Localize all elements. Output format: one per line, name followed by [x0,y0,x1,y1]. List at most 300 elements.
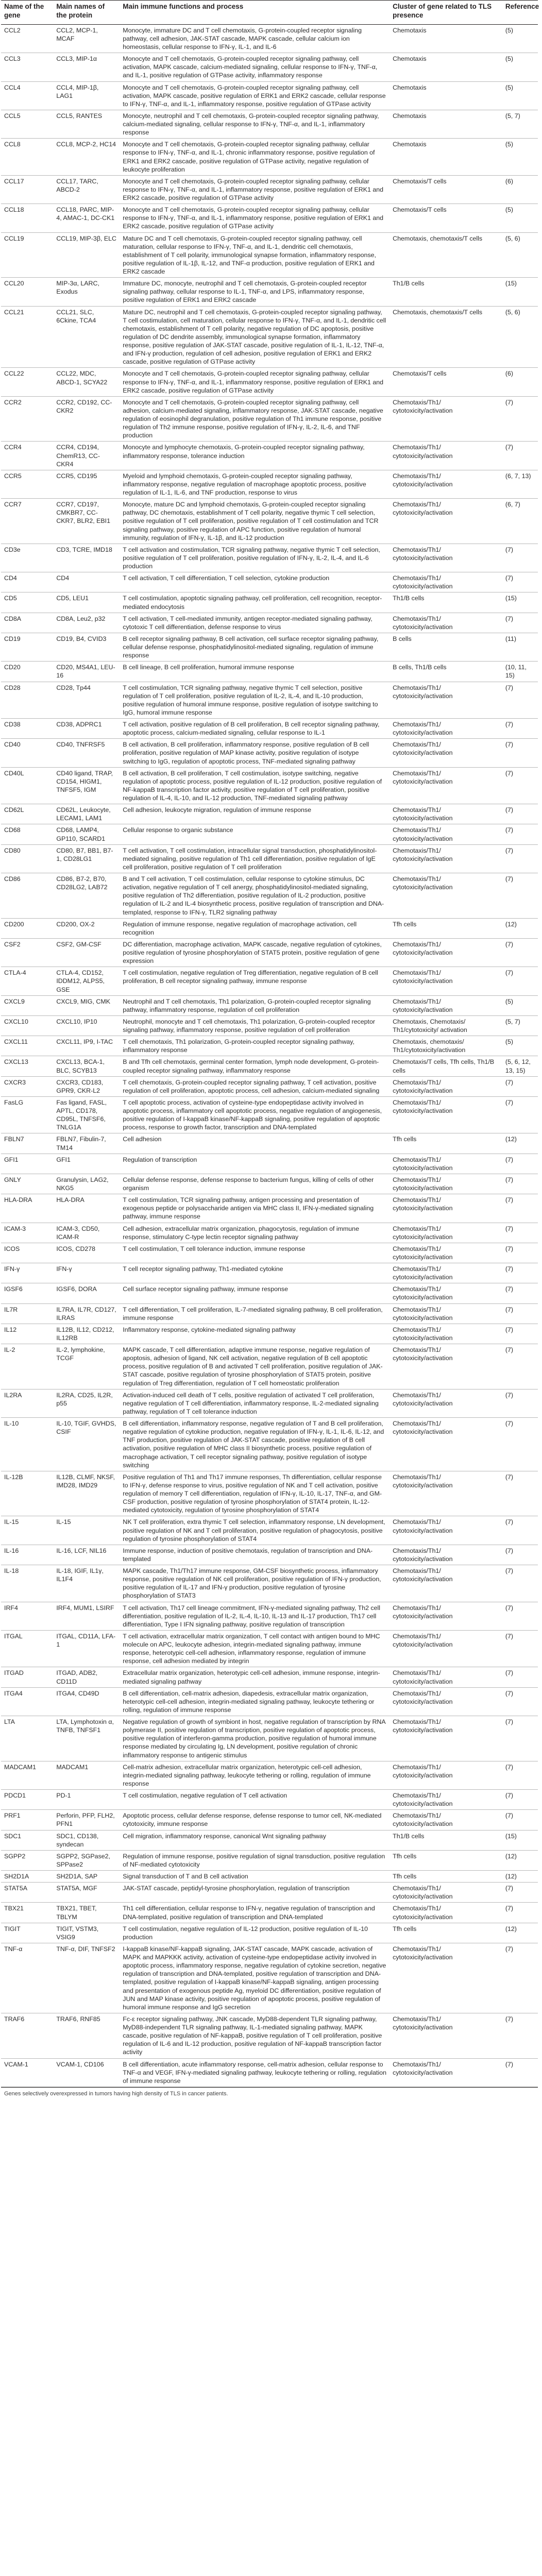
cell-reference: (7) [502,873,538,919]
table-row [1,824,538,844]
table-row [1,442,538,470]
cell-tls-cluster: Chemotaxis/Th1/ cytotoxicity/activation [389,1303,502,1324]
cell-gene-name: CCL17 [1,175,53,204]
table-row [1,938,538,967]
cell-gene-name: HLA-DRA [1,1194,53,1223]
cell-reference: (7) [502,1324,538,1344]
cell-protein-names: Perforin, PFP, FLH2, PFN1 [53,1810,120,1830]
cell-tls-cluster: Chemotaxis/Th1/ cytotoxicity/activation [389,1194,502,1223]
cell-tls-cluster: Th1/B cells [389,592,502,613]
cell-immune-functions: DC differentiation, macrophage activation, MAPK cascade, negative regulation of cytokines, positive regulation of tyrosine phosphorylation of STAT5 protein, positive regulation of gene expression [120,938,389,967]
cell-protein-names: CCR5, CD195 [53,470,120,498]
table-body [1,24,538,2087]
cell-tls-cluster: Chemotaxis/Th1/ cytotoxicity/activation [389,873,502,919]
cell-gene-name: CD38 [1,719,53,739]
cell-protein-names: STAT5A, MGF [53,1883,120,1903]
cell-reference: (7) [502,767,538,804]
cell-protein-names: CD3, TCRE, IMD18 [53,544,120,572]
cell-protein-names: CD40 ligand, TRAP, CD154, HIGM1, TNFSF5, IGM [53,767,120,804]
cell-reference: (7) [502,824,538,844]
cell-reference: (7) [502,1630,538,1667]
cell-gene-name: TRAF6 [1,2013,53,2058]
table-row [1,1174,538,1194]
cell-reference: (7) [502,1076,538,1096]
table-row [1,204,538,232]
cell-protein-names: CCL5, RANTES [53,110,120,138]
cell-protein-names: CCL3, MIP-1α [53,53,120,81]
cell-gene-name: STAT5A [1,1883,53,1903]
cell-tls-cluster: Tfh cells [389,1133,502,1154]
cell-immune-functions: MAPK cascade, Th1/Th17 immune response, GM-CSF biosynthetic process, inflammatory response, positive regulation of NK cell proliferation, positive regulation of IFN-γ production, positive regulation of IL-17 and IFN-γ production, positive regulation of tyrosine phosphorylation of STAT3 [120,1565,389,1602]
cell-protein-names: IGSF6, DORA [53,1283,120,1303]
cell-reference: (7) [502,396,538,442]
cell-gene-name: IFN-γ [1,1263,53,1283]
table-row [1,175,538,204]
cell-gene-name: CD3e [1,544,53,572]
cell-reference: (7) [502,1303,538,1324]
cell-gene-name: ICAM-3 [1,1223,53,1243]
table-row [1,1761,538,1789]
cell-protein-names: ICOS, CD278 [53,1243,120,1263]
cell-gene-name: IL2RA [1,1389,53,1417]
cell-gene-name: CXCL10 [1,1015,53,1036]
cell-gene-name: ITGA4 [1,1687,53,1716]
cell-reference: (6, 7) [502,499,538,544]
cell-reference: (7) [502,1903,538,1923]
cell-tls-cluster: Chemotaxis/Th1/ cytotoxicity/activation [389,844,502,873]
cell-protein-names: CCR2, CD192, CC-CKR2 [53,396,120,442]
cell-reference: (7) [502,572,538,592]
cell-tls-cluster: Chemotaxis/Th1/ cytotoxicity/activation [389,1283,502,1303]
cell-immune-functions: T cell activation, T cell costimulation, intracellular signal transduction, phosphatidylinositol-mediated signaling, positive regulation of Th1 cell differentiation, positive regulation of IgE cell proliferation, positive regulation of T cell proliferation [120,844,389,873]
cell-tls-cluster: Tfh cells [389,1871,502,1883]
cell-immune-functions: Inflammatory response, cytokine-mediated signaling pathway [120,1324,389,1344]
cell-immune-functions: Mature DC and T cell chemotaxis, G-protein-coupled receptor signaling pathway, cell maturation, cellular response to IFN-γ, TNF-α, and IL-1, dendritic cell chemotaxis, establishment of T cell polarity, immunological synapse formation, inflammatory response, positive regulation of IL-1β, IL-12, and TNF-α production, positive regulation of ERK1 and ERK2 cascade [120,232,389,278]
cell-reference: (12) [502,1871,538,1883]
cell-reference: (7) [502,1418,538,1471]
cell-protein-names: IL-18, IGIF, IL1γ, IL1F4 [53,1565,120,1602]
cell-tls-cluster: Tfh cells [389,1923,502,1943]
cell-tls-cluster: Chemotaxis/Th1/ cytotoxicity/activation [389,739,502,767]
cell-tls-cluster: Chemotaxis/Th1/ cytotoxicity/activation [389,1883,502,1903]
cell-tls-cluster: Chemotaxis/Th1/ cytotoxicity/activation [389,1324,502,1344]
cell-tls-cluster: Tfh cells [389,918,502,938]
cell-gene-name: IL-10 [1,1418,53,1471]
table-row [1,592,538,613]
cell-immune-functions: T cell costimulation, TCR signaling pathway, negative thymic T cell selection, positive regulation of T cell proliferation, positive regulation of IL-2, IL-4, and IL-10 production, positive regulation of humoral immune response, positive regulation of isotype switching to IgG, humoral immune response [120,682,389,719]
cell-reference: (7) [502,442,538,470]
cell-gene-name: CXCL9 [1,995,53,1015]
cell-gene-name: CXCR3 [1,1076,53,1096]
cell-gene-name: TNF-α [1,1943,53,2013]
cell-gene-name: IRF4 [1,1602,53,1630]
table-footnote: Genes selectively overexpressed in tumors having high density of TLS in cancer patients. [1,2087,538,2100]
cell-gene-name: MADCAM1 [1,1761,53,1789]
header-protein-names: Main names of the protein [53,1,120,25]
cell-immune-functions: Negative regulation of growth of symbiont in host, negative regulation of transcription by RNA polymerase II, positive regulation of transcription, positive regulation of apoptotic process, positive regulation of interferon-gamma production, positive regulation of humoral immune response mediated by circulating Ig, LN development, positive regulation of chronic inflammatory response to antigenic stimulus [120,1716,389,1761]
table-row [1,53,538,81]
cell-gene-name: PRF1 [1,1810,53,1830]
cell-reference: (7) [502,1471,538,1516]
table-row [1,719,538,739]
table-row [1,1790,538,1810]
cell-gene-name: CCL3 [1,53,53,81]
cell-reference: (5, 6, 12, 13, 15) [502,1056,538,1076]
cell-reference: (7) [502,1174,538,1194]
cell-protein-names: IFN-γ [53,1263,120,1283]
cell-tls-cluster: Chemotaxis/Th1/ cytotoxicity/activation [389,1687,502,1716]
cell-reference: (5, 6) [502,306,538,368]
table-row [1,1154,538,1174]
cell-immune-functions: T cell differentiation, T cell proliferation, IL-7-mediated signaling pathway, B cell proliferation, immune response [120,1303,389,1324]
gene-table [1,0,538,2087]
cell-tls-cluster: Chemotaxis, chemotaxis/T cells [389,306,502,368]
cell-gene-name: VCAM-1 [1,2058,53,2087]
cell-protein-names: CD28, Tp44 [53,682,120,719]
table-row [1,1871,538,1883]
cell-tls-cluster: Chemotaxis [389,53,502,81]
table-row [1,24,538,53]
cell-tls-cluster: Chemotaxis/Th1/ cytotoxicity/activation [389,1761,502,1789]
cell-protein-names: CD86, B7-2, B70, CD28LG2, LAB72 [53,873,120,919]
cell-protein-names: CXCL9, MIG, CMK [53,995,120,1015]
cell-immune-functions: Mature DC, neutrophil and T cell chemotaxis, G-protein-coupled receptor signaling pathway, T cell costimulation, cell maturation, cellular response to IFN-γ, TNF-α, and IL-1, dendritic cell chemotaxis, establishment of T cell polarity, negative regulation of DC apoptosis, positive regulation of DC dendrite assembly, immunological synapse formation, inflammatory response, positive regulation of JAK-STAT cascade, positive regulation of IL-1, IL-12, TNF-α, and IFN-γ production, regulation of cell adhesion, positive regulation of ERK1 and ERK2 cascade, positive regulation of GTPase activity [120,306,389,368]
table-row [1,1223,538,1243]
table-row [1,1830,538,1850]
cell-protein-names: CCL4, MIP-1β, LAG1 [53,81,120,110]
cell-reference: (5) [502,81,538,110]
cell-tls-cluster: Chemotaxis/Th1/ cytotoxicity/activation [389,1243,502,1263]
cell-protein-names: CCL2, MCP-1, MCAF [53,24,120,53]
cell-tls-cluster: Chemotaxis/Th1/ cytotoxicity/activation [389,1223,502,1243]
cell-gene-name: LTA [1,1716,53,1761]
cell-tls-cluster: Chemotaxis/Th1/ cytotoxicity/activation [389,1565,502,1602]
cell-immune-functions: T cell costimulation, apoptotic signaling pathway, cell proliferation, cell recognition, receptor-mediated endocytosis [120,592,389,613]
cell-tls-cluster: Chemotaxis/Th1/ cytotoxicity/activation [389,1667,502,1687]
cell-protein-names: TRAF6, RNF85 [53,2013,120,2058]
cell-protein-names: IL-2, lymphokine, TCGF [53,1344,120,1389]
cell-tls-cluster: Chemotaxis/Th1/ cytotoxicity/activation [389,470,502,498]
cell-tls-cluster: Chemotaxis/Th1/ cytotoxicity/activation [389,1516,502,1545]
cell-protein-names: CD5, LEU1 [53,592,120,613]
cell-reference: (7) [502,1667,538,1687]
cell-protein-names: ICAM-3, CD50, ICAM-R [53,1223,120,1243]
cell-protein-names: IL7RA, IL7R, CD127, ILRAS [53,1303,120,1324]
cell-tls-cluster: Chemotaxis/Th1/ cytotoxicity/activation [389,938,502,967]
table-row [1,306,538,368]
cell-immune-functions: T cell activation, T cell differentiation, T cell selection, cytokine production [120,572,389,592]
table-row [1,278,538,306]
table-row [1,1565,538,1602]
cell-immune-functions: T cell chemotaxis, G-protein-coupled receptor signaling pathway, T cell activation, positive regulation of cell proliferation, apoptotic process, cell adhesion, calcium-mediated signaling [120,1076,389,1096]
cell-immune-functions: B and T cell activation, T cell costimulation, cellular response to cytokine stimulus, DC activation, negative regulation of T cell anergy, phosphatidylinositol-mediated signaling, positive regulation of Th2 differentiation, positive regulation of IL-2 production, positive regulation of IL-2 and IL-4 biosynthetic process, positive regulation of transcription and DNA-templated, response to IFN-γ, TLR2 signaling pathway [120,873,389,919]
cell-tls-cluster: Chemotaxis, chemotaxis/ Th1/cytotoxicity/activation [389,1036,502,1056]
cell-gene-name: CSF2 [1,938,53,967]
cell-reference: (7) [502,1194,538,1223]
cell-immune-functions: Cell adhesion, extracellular matrix organization, phagocytosis, regulation of immune response, stimulatory C-type lectin receptor signaling pathway [120,1223,389,1243]
table-row [1,1036,538,1056]
cell-protein-names: Fas ligand, FASL, APTL, CD178, CD95L, TNFSF6, TNLG1A [53,1096,120,1133]
cell-gene-name: CD5 [1,592,53,613]
cell-reference: (7) [502,1389,538,1417]
cell-tls-cluster: Chemotaxis/Th1/ cytotoxicity/activation [389,1790,502,1810]
cell-immune-functions: T cell costimulation, negative regulation of Treg differentiation, negative regulation of B cell proliferation, B cell receptor signaling pathway, immune response [120,967,389,995]
cell-immune-functions: T cell costimulation, TCR signaling pathway, antigen processing and presentation of exogenous peptide or polysaccharide antigen via MHC class II, IFN-γ-mediated signaling pathway, immune response [120,1194,389,1223]
cell-reference: (10, 11, 15) [502,662,538,682]
cell-tls-cluster: Chemotaxis [389,139,502,176]
cell-protein-names: CD20, MS4A1, LEU-16 [53,662,120,682]
table-row [1,1096,538,1133]
cell-protein-names: CD200, OX-2 [53,918,120,938]
table-row [1,1810,538,1830]
cell-gene-name: SH2D1A [1,1871,53,1883]
cell-immune-functions: Monocyte and T cell chemotaxis, G-protein-coupled receptor signaling pathway, cellular response to IFN-γ, TNF-α, and IL-1, inflammatory response, positive regulation of ERK1 and ERK2 cascade, positive regulation of GTPase activity [120,175,389,204]
cell-reference: (12) [502,1133,538,1154]
cell-reference: (7) [502,1943,538,2013]
table-row [1,1194,538,1223]
cell-gene-name: CCL8 [1,139,53,176]
cell-reference: (5) [502,204,538,232]
cell-immune-functions: Regulation of transcription [120,1154,389,1174]
table-row [1,572,538,592]
table-row [1,1667,538,1687]
cell-reference: (5) [502,1036,538,1056]
cell-protein-names: GFI1 [53,1154,120,1174]
cell-reference: (15) [502,592,538,613]
table-row [1,995,538,1015]
cell-tls-cluster: Chemotaxis/Th1/ cytotoxicity/activation [389,1174,502,1194]
cell-gene-name: CD80 [1,844,53,873]
cell-reference: (7) [502,844,538,873]
cell-gene-name: SGPP2 [1,1850,53,1870]
cell-gene-name: CCL5 [1,110,53,138]
cell-immune-functions: Cell adhesion, leukocyte migration, regulation of immune response [120,804,389,824]
table-row [1,1471,538,1516]
cell-tls-cluster: Chemotaxis [389,24,502,53]
table-row [1,396,538,442]
cell-immune-functions: Fc-ε receptor signaling pathway, JNK cascade, MyD88-dependent TLR signaling pathway, MyD88-independent TLR signaling pathway, IL-1-mediated signaling pathway, MAPK cascade, positive regulation of NF-kappaB, positive regulation of T cell proliferation, positive regulation of IL-6 and IL-12 production, positive regulation of NF-kappaB transcription factor activity [120,2013,389,2058]
table-row [1,967,538,995]
cell-protein-names: CCL17, TARC, ABCD-2 [53,175,120,204]
cell-immune-functions: Regulation of immune response, positive regulation of signal transduction, positive regulation of NF-mediated cytotoxicity [120,1850,389,1870]
cell-immune-functions: T cell costimulation, negative regulation of IL-12 production, positive regulation of IL-10 production [120,1923,389,1943]
cell-immune-functions: Myeloid and lymphoid chemotaxis, G-protein-coupled receptor signaling pathway, inflammatory response, negative regulation of macrophage apoptotic process, positive regulation of IL-1, IL-6, and TNF production, response to virus [120,470,389,498]
cell-reference: (7) [502,1716,538,1761]
cell-reference: (15) [502,278,538,306]
cell-protein-names: CD62L, Leukocyte, LECAM1, LAM1 [53,804,120,824]
cell-protein-names: SGPP2, SGPase2, SPPase2 [53,1850,120,1870]
cell-reference: (7) [502,804,538,824]
table-row [1,1056,538,1076]
cell-immune-functions: Monocyte and T cell chemotaxis, G-protein-coupled receptor signaling pathway, cellular response to IFN-γ, TNF-α, and IL-1, inflammatory response, positive regulation of ERK1 and ERK2 cascade, positive regulation of GTPase activity [120,204,389,232]
table-row [1,470,538,498]
header-gene-name: Name of the gene [1,1,53,25]
cell-immune-functions: T cell costimulation, T cell tolerance induction, immune response [120,1243,389,1263]
table-row [1,1923,538,1943]
cell-gene-name: CTLA-4 [1,967,53,995]
cell-reference: (12) [502,918,538,938]
cell-tls-cluster: Chemotaxis/Th1/ cytotoxicity/activation [389,499,502,544]
cell-immune-functions: B cell differentiation, cell-matrix adhesion, diapedesis, extracellular matrix organization, heterotypic cell-cell adhesion, integrin-mediated signaling pathway, leukocyte tethering or rolling, regulation of immune response [120,1687,389,1716]
cell-reference: (7) [502,613,538,633]
cell-tls-cluster: Chemotaxis/T cells [389,175,502,204]
cell-gene-name: CD4 [1,572,53,592]
cell-tls-cluster: Tfh cells [389,1850,502,1870]
cell-immune-functions: Positive regulation of Th1 and Th17 immune responses, Th differentiation, cellular response to IFN-γ, defense response to virus, positive regulation of NK and T cell activation, positive regulation of memory T cell differentiation, regulation of IFN-γ, IL-10, IL-17, TNF-α, and GM-CSF production, positive regulation of tyrosine phosphorylation of STAT4 protein, IL-12-mediated cytotoxicity, regulation of tyrosine phosphorylation of STAT4 [120,1471,389,1516]
cell-tls-cluster: Chemotaxis/Th1/ cytotoxicity/activation [389,1903,502,1923]
cell-tls-cluster: Chemotaxis/Th1/ cytotoxicity/activation [389,396,502,442]
header-reference: Reference [502,1,538,25]
cell-tls-cluster: Chemotaxis/Th1/ cytotoxicity/activation [389,1418,502,1471]
cell-reference: (7) [502,2013,538,2058]
table-row [1,1283,538,1303]
cell-tls-cluster: Chemotaxis/Th1/ cytotoxicity/activation [389,1096,502,1133]
cell-reference: (7) [502,1810,538,1830]
table-row [1,918,538,938]
cell-protein-names: CCL19, MIP-3β, ELC [53,232,120,278]
table-row [1,613,538,633]
cell-tls-cluster: Chemotaxis/T cells [389,368,502,396]
cell-protein-names: CTLA-4, CD152, IDDM12, ALPS5, GSE [53,967,120,995]
table-row [1,1545,538,1565]
cell-reference: (7) [502,739,538,767]
cell-protein-names: CD38, ADPRC1 [53,719,120,739]
cell-tls-cluster: Chemotaxis/Th1/ cytotoxicity/activation [389,572,502,592]
cell-protein-names: SDC1, CD138, syndecan [53,1830,120,1850]
cell-tls-cluster: Chemotaxis/Th1/ cytotoxicity/activation [389,442,502,470]
table-row [1,1263,538,1283]
cell-immune-functions: T cell receptor signaling pathway, Th1-mediated cytokine [120,1263,389,1283]
cell-immune-functions: Monocyte and lymphocyte chemotaxis, G-protein-coupled receptor signaling pathway, inflammatory response, tolerance induction [120,442,389,470]
cell-immune-functions: B cell differentiation, acute inflammatory response, cell-matrix adhesion, cellular response to TNF-α and VEGF, IFN-γ-mediated signaling pathway, leukocyte tethering or rolling, regulation of immune response [120,2058,389,2087]
table-row [1,139,538,176]
cell-protein-names: CXCR3, CD183, GPR9, CKR-L2 [53,1076,120,1096]
cell-immune-functions: Extracellular matrix organization, heterotypic cell-cell adhesion, immune response, integrin-mediated signaling pathway [120,1667,389,1687]
cell-reference: (7) [502,1344,538,1389]
cell-protein-names: CXCL10, IP10 [53,1015,120,1036]
cell-immune-functions: Monocyte and T cell chemotaxis, G-protein-coupled receptor signaling pathway, cellular response to IFN-γ, TNF-α, and IL-1, chronic inflammatory response, positive regulation of ERK1 and ERK2 cascade, positive regulation of GTPase activity, negative regulation of leukocyte proliferation [120,139,389,176]
cell-protein-names: CCR4, CD194, ChemR13, CC-CKR4 [53,442,120,470]
cell-immune-functions: Monocyte and T cell chemotaxis, G-protein-coupled receptor signaling pathway, cell activation, MAPK cascade, calcium-mediated signaling, cellular response to IFN-γ, TNF-α, and IL-1, positive regulation of GTPase activity, inflammatory response [120,53,389,81]
cell-gene-name: IL-15 [1,1516,53,1545]
cell-reference: (6, 7, 13) [502,470,538,498]
cell-reference: (15) [502,1830,538,1850]
cell-protein-names: HLA-DRA [53,1194,120,1223]
cell-immune-functions: MAPK cascade, T cell differentiation, adaptive immune response, negative regulation of apoptosis, adhesion of ligand, NK cell activation, negative regulation of B cell apoptotic process, positive regulation of B and activated T cell proliferation, positive regulation of JAK-STAT cascade, positive regulation of tyrosine phosphorylation of STAT5 protein, positive regulation of Treg differentiation, regulation of T cell homeostatic proliferation [120,1344,389,1389]
cell-protein-names: CD19, B4, CVID3 [53,633,120,661]
table-row [1,1716,538,1761]
cell-gene-name: CCL19 [1,232,53,278]
cell-immune-functions: B cell activation, B cell proliferation, T cell costimulation, isotype switching, negative regulation of apoptotic process, positive regulation of IL-12 production, positive regulation of NF-kappaB transcription factor activity, positive regulation of T cell proliferation, positive regulation of IL-4, IL-10, and IL-12 production, TNF-mediated signaling pathway [120,767,389,804]
cell-gene-name: SDC1 [1,1830,53,1850]
cell-protein-names: CCL18, PARC, MIP-4, AMAC-1, DC-CK1 [53,204,120,232]
table-row [1,1903,538,1923]
cell-tls-cluster: Chemotaxis/Th1/ cytotoxicity/activation [389,682,502,719]
cell-immune-functions: T cell activation, extracellular matrix organization, T cell contact with antigen bound to MHC molecule on APC, leukocyte adhesion, integrin-mediated signaling pathway, immune response, heterotypic cell-cell adhesion, inflammatory response, regulation of immune response, cell adhesion mediated by integrin [120,1630,389,1667]
cell-tls-cluster: Chemotaxis/Th1/ cytotoxicity/activation [389,967,502,995]
cell-reference: (7) [502,1687,538,1716]
cell-reference: (7) [502,938,538,967]
cell-gene-name: ITGAD [1,1667,53,1687]
cell-tls-cluster: Chemotaxis/Th1/ cytotoxicity/activation [389,1263,502,1283]
cell-tls-cluster: Chemotaxis/Th1/ cytotoxicity/activation [389,1943,502,2013]
table-row [1,1418,538,1471]
cell-immune-functions: Cell migration, inflammatory response, canonical Wnt signaling pathway [120,1830,389,1850]
header-immune-functions: Main immune functions and process [120,1,389,25]
cell-immune-functions: B cell lineage, B cell proliferation, humoral immune response [120,662,389,682]
cell-immune-functions: B cell activation, B cell proliferation, inflammatory response, positive regulation of B cell proliferation, positive regulation of MAP kinase activity, positive regulation of isotype switching to IgG, regulation of apoptotic process, TNF-mediated signaling pathway [120,739,389,767]
cell-immune-functions: T cell activation and costimulation, TCR signaling pathway, negative thymic T cell selection, positive regulation of T cell proliferation, positive regulation of IFN-γ, IL-2, IL-4, and IL-6 production [120,544,389,572]
cell-gene-name: IL-16 [1,1545,53,1565]
cell-protein-names: CCL21, SLC, 6Ckine, TCA4 [53,306,120,368]
cell-protein-names: PD-1 [53,1790,120,1810]
cell-immune-functions: T cell activation, Th17 cell lineage commitment, IFN-γ-mediated signaling pathway, Th2 cell differentiation, positive regulation of IL-2, IL-4, IL-10, IL-13 and IL-17 production, Th17 cell differentiation, Type I IFN signaling pathway, positive regulation of transcription [120,1602,389,1630]
cell-tls-cluster: Chemotaxis, chemotaxis/T cells [389,232,502,278]
table-row [1,1303,538,1324]
cell-tls-cluster: Chemotaxis/T cells [389,204,502,232]
cell-protein-names: SH2D1A, SAP [53,1871,120,1883]
cell-protein-names: CCR7, CD197, CMKBR7, CC-CKR7, BLR2, EBI1 [53,499,120,544]
table-row [1,1630,538,1667]
cell-gene-name: CCR5 [1,470,53,498]
cell-gene-name: CCL2 [1,24,53,53]
cell-tls-cluster: Chemotaxis [389,81,502,110]
table-row [1,499,538,544]
cell-tls-cluster: Chemotaxis, Chemotaxis/ Th1/cytotoxicity/ activation [389,1015,502,1036]
cell-immune-functions: B and Tfh cell chemotaxis, germinal center formation, lymph node development, G-protein-coupled receptor signaling pathway, inflammatory response [120,1056,389,1076]
table-row [1,1243,538,1263]
cell-gene-name: CD68 [1,824,53,844]
table-row [1,662,538,682]
cell-reference: (7) [502,544,538,572]
cell-reference: (5, 7) [502,110,538,138]
cell-protein-names: CXCL13, BCA-1, BLC, SCYB13 [53,1056,120,1076]
cell-reference: (7) [502,1223,538,1243]
cell-reference: (7) [502,2058,538,2087]
cell-tls-cluster: Chemotaxis/Th1/ cytotoxicity/activation [389,2013,502,2058]
cell-gene-name: CD40L [1,767,53,804]
cell-tls-cluster: Th1/B cells [389,1830,502,1850]
table-row [1,1602,538,1630]
table-row [1,767,538,804]
cell-reference: (7) [502,1516,538,1545]
table-row [1,804,538,824]
cell-tls-cluster: Chemotaxis/Th1/ cytotoxicity/activation [389,804,502,824]
cell-gene-name: CD200 [1,918,53,938]
cell-protein-names: CD68, LAMP4, GP110, SCARD1 [53,824,120,844]
table-row [1,544,538,572]
cell-tls-cluster: Chemotaxis/Th1/ cytotoxicity/activation [389,1630,502,1667]
cell-immune-functions: I-kappaB kinase/NF-kappaB signaling, JAK-STAT cascade, MAPK cascade, activation of MAPK and MAPKKK activity, activation of cysteine-type endopeptidase activity involved in apoptotic process, inflammatory response, negative regulation of cytokine secretion, negative regulation of transcription and DNA-templated, positive regulation of transcription and DNA-templated, positive regulation of I-kappaB kinase/NF-kappaB signaling, antigen processing and presentation of exogenous peptide Ag, myeloid DC differentiation, positive regulation of JUN and MAP kinase activity, positive regulation of apoptotic process, positive regulation of humoral immune response and IgG secretion [120,1943,389,2013]
cell-gene-name: CD62L [1,804,53,824]
table-row [1,1687,538,1716]
cell-reference: (7) [502,719,538,739]
cell-immune-functions: Cell-matrix adhesion, extracellular matrix organization, heterotypic cell-cell adhesion, integrin-mediated signaling pathway, leukocyte tethering or rolling, regulation of immune response [120,1761,389,1789]
cell-tls-cluster: Chemotaxis [389,110,502,138]
cell-tls-cluster: Chemotaxis/Th1/ cytotoxicity/activation [389,1471,502,1516]
cell-gene-name: FasLG [1,1096,53,1133]
cell-reference: (7) [502,1883,538,1903]
table-row [1,682,538,719]
cell-tls-cluster: B cells [389,633,502,661]
cell-gene-name: IL7R [1,1303,53,1324]
cell-protein-names: MIP-3α, LARC, Exodus [53,278,120,306]
cell-immune-functions: Monocyte, immature DC and T cell chemotaxis, G-protein-coupled receptor signaling pathway, cell adhesion, JAK-STAT cascade, MAPK cascade, cellular calcium ion homeostasis, cellular response to IFN-γ, IL-1, and IL-6 [120,24,389,53]
cell-protein-names: FBLN7, Fibulin-7, TM14 [53,1133,120,1154]
cell-protein-names: ITGAL, CD11A, LFA-1 [53,1630,120,1667]
cell-gene-name: PDCD1 [1,1790,53,1810]
cell-protein-names: LTA, Lymphotoxin α, TNFB, TNFSF1 [53,1716,120,1761]
